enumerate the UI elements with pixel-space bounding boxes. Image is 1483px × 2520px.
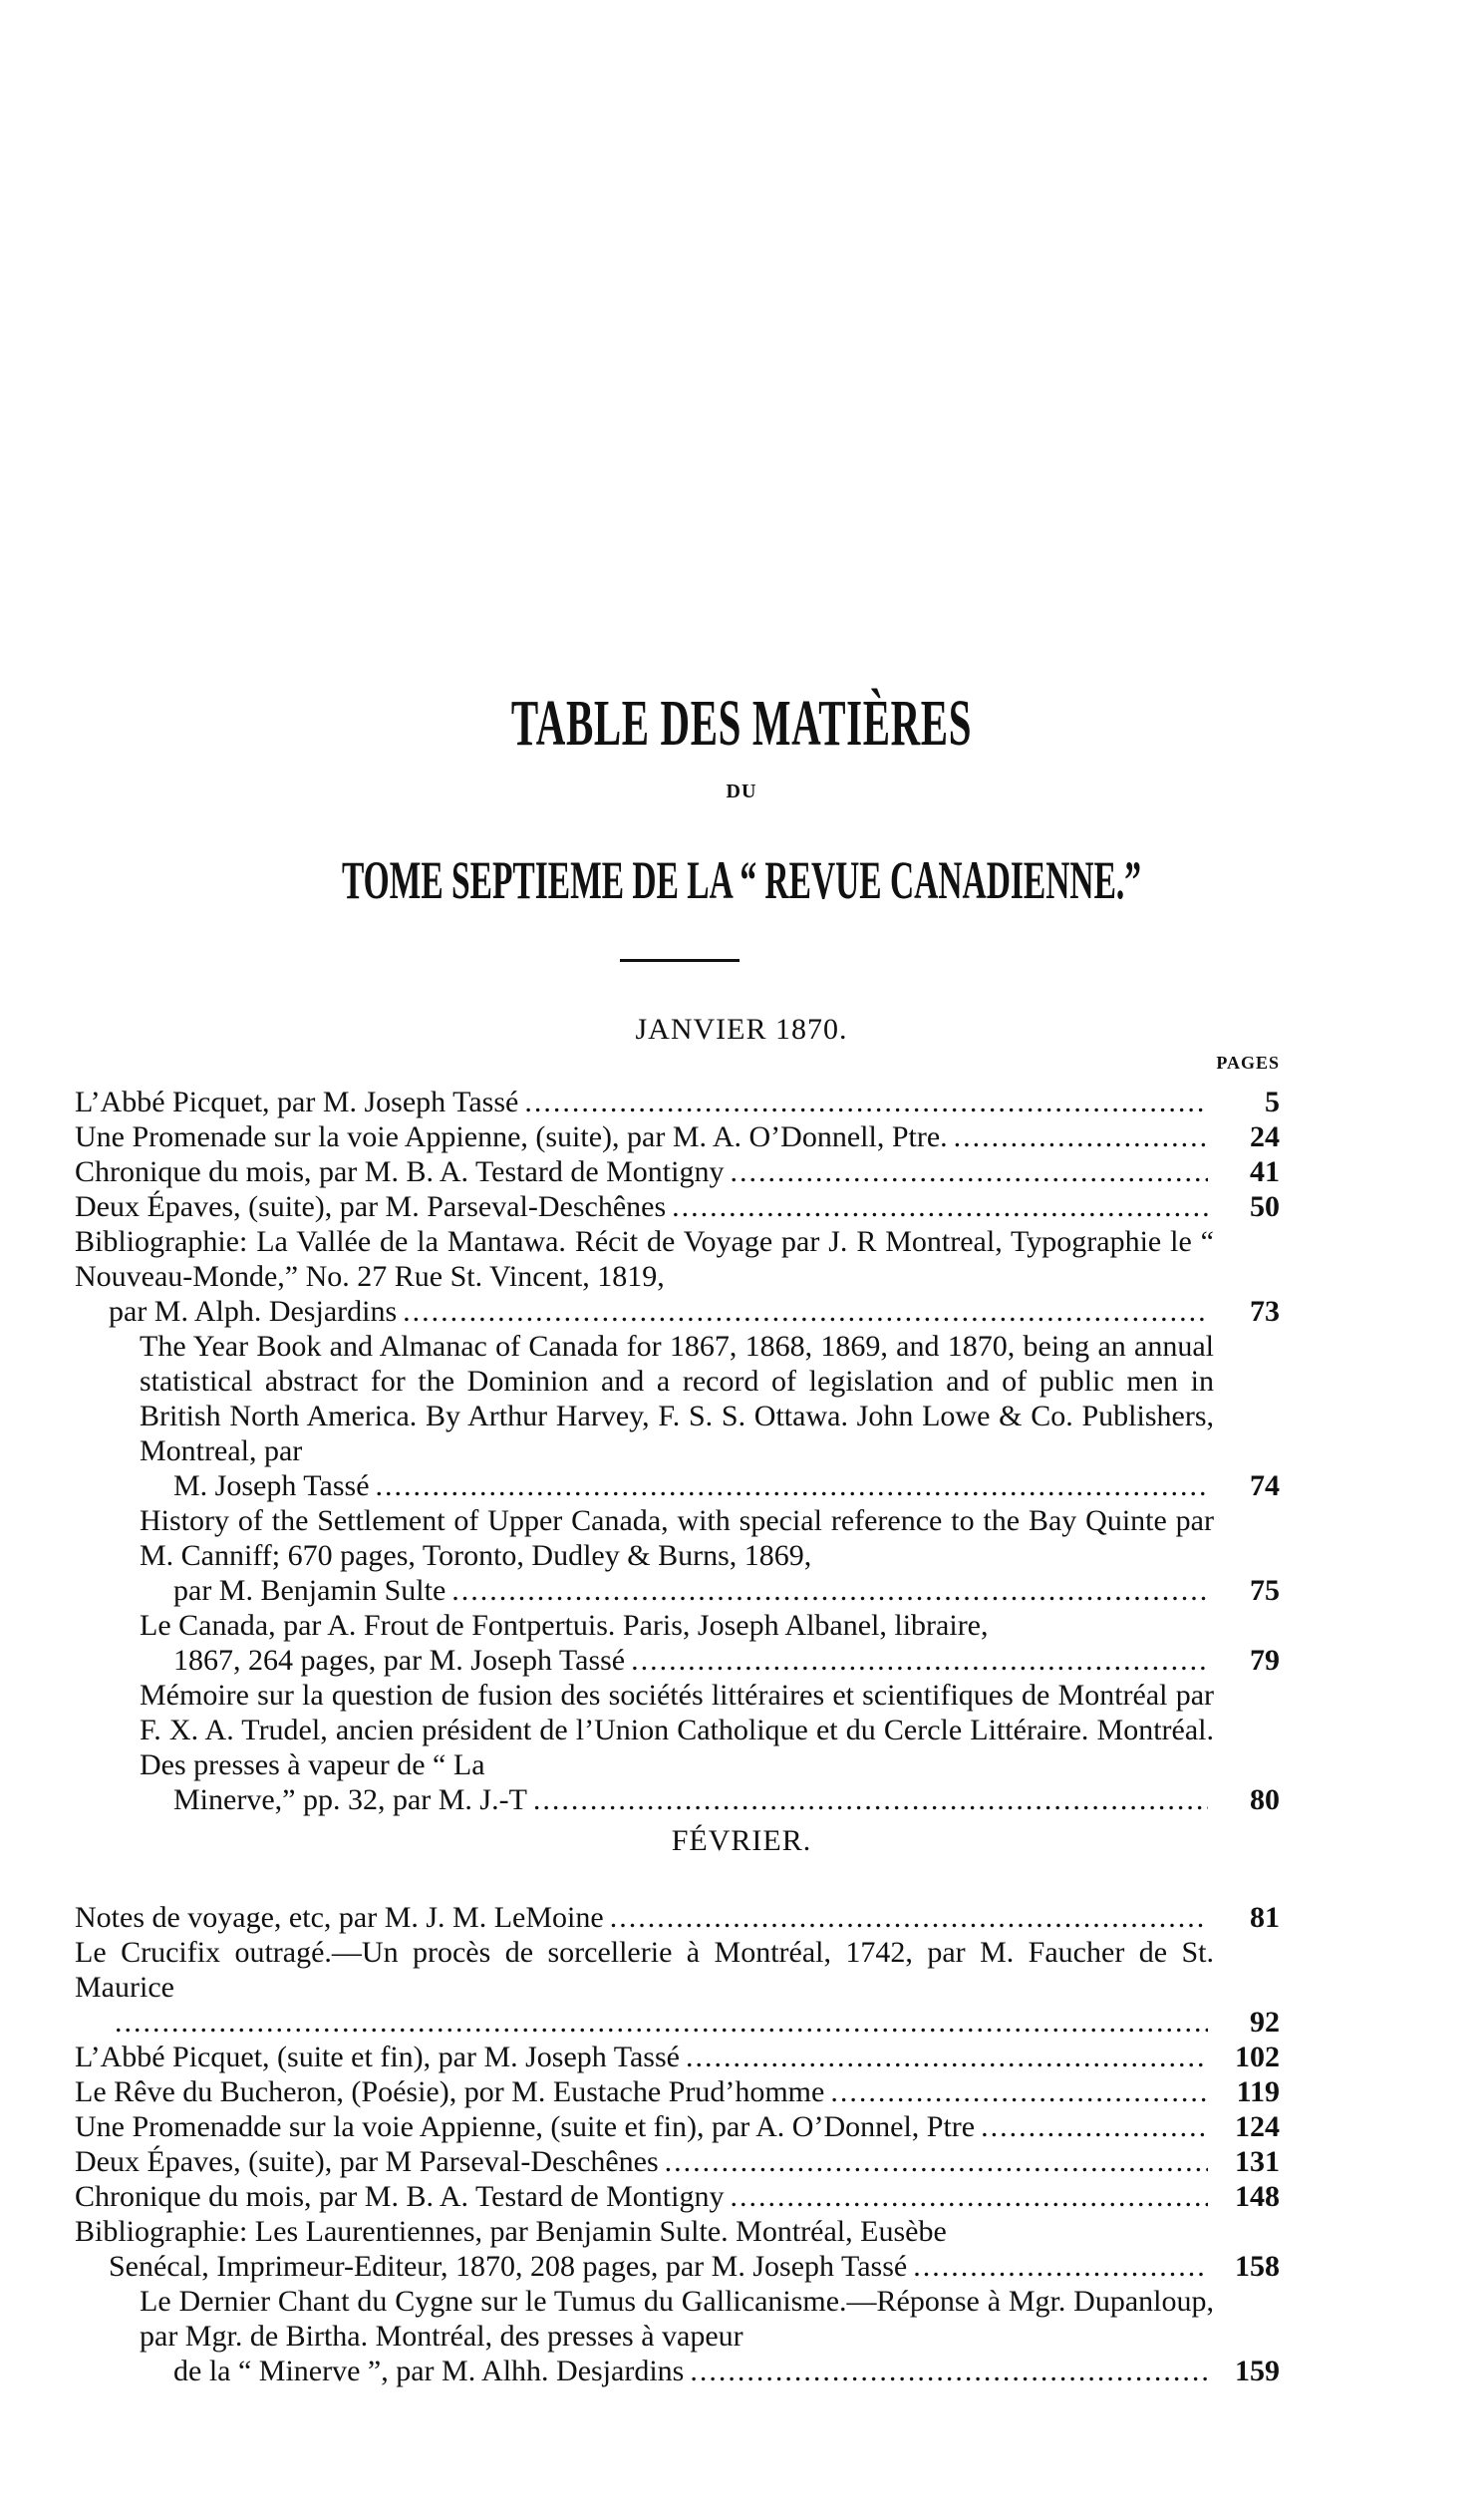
toc-entry-text: Chronique du mois, par M. B. A. Testard de Montigny	[75, 2180, 725, 2213]
toc-entry-title	[75, 2214, 1214, 2284]
section-heading-fevrier: FÉVRIER.	[671, 1824, 812, 1857]
toc-entry	[0, 2040, 1483, 2074]
toc-entry-title	[140, 1503, 1214, 1608]
toc-entry	[0, 1154, 1483, 1189]
toc-entry-text: The Year Book and Almanac of Canada for 1867, 1868, 1869, and 1870, being an annual statistical abstract for the Dominion and a record of legislation and of public men in British North America. By Arthur Harvey, F. S. S. Ottawa. John Lowe & Co. Publishers, Montreal, par	[140, 1330, 1214, 1467]
toc-entry-text: par M. Benjamin Sulte	[173, 1574, 446, 1607]
dot-leader	[451, 1573, 1208, 1608]
toc-entry-title	[140, 1678, 1214, 1817]
toc-entry-text: Une Promenade sur la voie Appienne, (suite), par M. A. O’Donnell, Ptre.	[75, 1120, 948, 1153]
toc-entry-text: Chronique du mois, par M. B. A. Testard de Montigny	[75, 1155, 725, 1188]
toc-entry	[0, 1329, 1483, 1503]
toc-entry-title	[75, 1224, 1214, 1329]
toc-page-number: 148	[1235, 2180, 1280, 2213]
toc-page-number: 92	[1250, 2006, 1280, 2039]
toc-entry-text: History of the Settlement of Upper Canada, with special reference to the Bay Quinte par M. Canniff; 670 pages, Toronto, Dudley & Burns, 1869,	[140, 1504, 1214, 1572]
dot-leader	[981, 2109, 1208, 2144]
toc-entry	[0, 2074, 1483, 2109]
page-subtitle: TOME SEPTIEME DE LA “ REVUE CANADIENNE.”	[341, 850, 1142, 910]
toc-entry	[0, 1678, 1483, 1817]
toc-entry-title	[75, 2179, 1214, 2214]
dot-leader	[730, 1154, 1208, 1189]
toc-entry-text: par M. Alph. Desjardins	[109, 1295, 398, 1328]
toc-entry-title	[75, 2109, 1214, 2144]
toc-page-number: 24	[1250, 1120, 1280, 1153]
section-heading-janvier: JANVIER 1870.	[635, 1013, 848, 1046]
toc-entry	[0, 2179, 1483, 2214]
toc-page-number: 102	[1235, 2041, 1280, 2073]
toc-page-number: 131	[1235, 2145, 1280, 2178]
toc-page-number: 159	[1235, 2355, 1280, 2387]
toc-entry-title	[75, 1189, 1214, 1224]
toc-entry-text: Minerve,” pp. 32, par M. J.-T	[173, 1783, 527, 1816]
toc-entry-title	[75, 1119, 1214, 1154]
toc-entry-text: Senécal, Imprimeur-Editeur, 1870, 208 pages, par M. Joseph Tassé	[109, 2250, 908, 2283]
dot-leader	[631, 1643, 1208, 1678]
toc-entry-text: 1867, 264 pages, par M. Joseph Tassé	[173, 1644, 626, 1677]
toc-entry-title	[75, 2074, 1214, 2109]
dot-leader	[533, 1782, 1208, 1817]
dot-leader	[610, 1900, 1208, 1935]
toc-entry-text: Deux Épaves, (suite), par M Parseval-Deschênes	[75, 2145, 659, 2178]
dot-leader	[672, 1189, 1208, 1224]
dot-leader	[376, 1468, 1208, 1503]
dot-leader	[115, 2005, 1208, 2040]
toc-entry	[0, 2214, 1483, 2284]
toc-page-number: 75	[1250, 1574, 1280, 1607]
toc-entry	[0, 2144, 1483, 2179]
dot-leader	[690, 2354, 1208, 2388]
toc-entry-title	[75, 1085, 1214, 1119]
toc-entry	[0, 2109, 1483, 2144]
toc-page-number: 5	[1265, 1086, 1280, 1118]
toc-entry-text: L’Abbé Picquet, par M. Joseph Tassé	[75, 1086, 519, 1118]
toc-entry-text: Le Dernier Chant du Cygne sur le Tumus du Gallicanisme.—Réponse à Mgr. Dupanloup, par Mgr. de Birtha. Montréal, des presses à vapeur	[140, 2285, 1214, 2353]
toc-entry-text: Deux Épaves, (suite), par M. Parseval-Deschênes	[75, 1190, 667, 1223]
toc-entry-text: de la “ Minerve ”, par M. Alhh. Desjardins	[173, 2355, 685, 2387]
toc-entry-title	[75, 1935, 1214, 2040]
toc-page-number: 74	[1250, 1469, 1280, 1502]
toc-entry-text: Une Promenadde sur la voie Appienne, (suite et fin), par A. O’Donnel, Ptre	[75, 2110, 976, 2143]
title-rule	[620, 959, 740, 962]
toc-janvier	[0, 1085, 1483, 1817]
dot-leader	[830, 2074, 1208, 2109]
toc-entry-title	[140, 1608, 1214, 1678]
toc-entry	[0, 1900, 1483, 1935]
dot-leader	[665, 2144, 1208, 2179]
toc-entry	[0, 2284, 1483, 2388]
toc-entry	[0, 1608, 1483, 1678]
dot-leader	[913, 2249, 1208, 2284]
toc-entry-text: Le Rêve du Bucheron, (Poésie), por M. Eustache Prud’homme	[75, 2075, 825, 2108]
toc-entry-text: Mémoire sur la question de fusion des sociétés littéraires et scientifiques de Montréal par F. X. A. Trudel, ancien président de l’Union Catholique et du Cercle Littéraire. Montréal. Des presses à vapeur de “ La	[140, 1679, 1214, 1781]
toc-fevrier	[0, 1900, 1483, 2388]
toc-page-number: 41	[1250, 1155, 1280, 1188]
toc-entry-title	[140, 2284, 1214, 2388]
toc-entry-title	[75, 2144, 1214, 2179]
toc-entry-text: L’Abbé Picquet, (suite et fin), par M. Joseph Tassé	[75, 2041, 680, 2073]
toc-entry-text: Bibliographie: Les Laurentiennes, par Benjamin Sulte. Montréal, Eusèbe	[75, 2215, 947, 2248]
toc-page-number: 50	[1250, 1190, 1280, 1223]
toc-entry-text: Notes de voyage, etc, par M. J. M. LeMoine	[75, 1901, 604, 1934]
toc-entry	[0, 1503, 1483, 1608]
toc-entry	[0, 1119, 1483, 1154]
toc-entry	[0, 1935, 1483, 2040]
toc-entry-title	[75, 1900, 1214, 1935]
toc-entry-text: Le Crucifix outragé.—Un procès de sorcellerie à Montréal, 1742, par M. Faucher de St. Maurice	[75, 1936, 1214, 2004]
toc-page-number: 73	[1250, 1295, 1280, 1328]
toc-page-number: 79	[1250, 1644, 1280, 1677]
dot-leader	[403, 1294, 1208, 1329]
toc-entry	[0, 1189, 1483, 1224]
toc-page-number: 124	[1235, 2110, 1280, 2143]
dot-leader	[524, 1085, 1208, 1119]
toc-entry-title	[75, 2040, 1214, 2074]
toc-entry	[0, 1085, 1483, 1119]
pages-column-label: PAGES	[1216, 1053, 1280, 1073]
toc-entry-text: Bibliographie: La Vallée de la Mantawa. Récit de Voyage par J. R Montreal, Typographie le “ Nouveau-Monde,” No. 27 Rue St. Vincent, 1819,	[75, 1225, 1214, 1293]
toc-page-number: 80	[1250, 1783, 1280, 1816]
toc-entry-title	[140, 1329, 1214, 1503]
toc-entry	[0, 1224, 1483, 1329]
page-title: TABLE DES MATIÈRES	[510, 687, 973, 760]
toc-entry-title	[75, 1154, 1214, 1189]
dot-leader	[954, 1119, 1208, 1154]
title-connector: DU	[726, 781, 757, 802]
toc-page-number: 81	[1250, 1901, 1280, 1934]
toc-entry-text: Le Canada, par A. Frout de Fontpertuis. Paris, Joseph Albanel, libraire,	[140, 1609, 989, 1642]
toc-entry-text: M. Joseph Tassé	[173, 1469, 370, 1502]
toc-page-number: 158	[1235, 2250, 1280, 2283]
dot-leader	[730, 2179, 1208, 2214]
dot-leader	[686, 2040, 1208, 2074]
toc-page-number: 119	[1236, 2075, 1280, 2108]
